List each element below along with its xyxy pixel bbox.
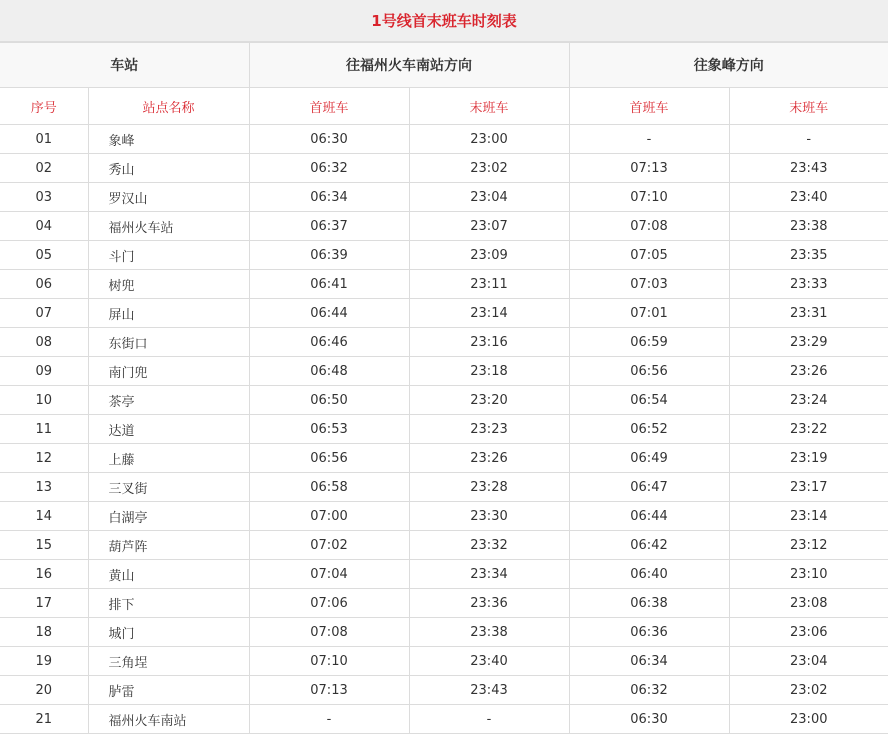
dir2-first-train: 06:49 [569,444,729,473]
table-row [0,531,888,560]
station-number: 14 [0,502,88,531]
dir1-first-train: 07:06 [249,589,409,618]
dir2-first-train: 07:03 [569,270,729,299]
dir2-first-train: 06:30 [569,705,729,734]
dir1-last-train: 23:07 [409,212,569,241]
station-number: 09 [0,357,88,386]
dir2-last-train: 23:06 [729,618,888,647]
table-row [0,386,888,415]
station-name: 秀山 [88,154,249,183]
table-row [0,589,888,618]
column-header-station-name: 站点名称 [88,88,249,125]
dir2-first-train: 06:56 [569,357,729,386]
dir1-last-train: 23:34 [409,560,569,589]
dir1-last-train: 23:18 [409,357,569,386]
dir1-last-train: - [409,705,569,734]
dir2-last-train: 23:22 [729,415,888,444]
dir1-last-train: 23:04 [409,183,569,212]
dir2-last-train: 23:24 [729,386,888,415]
station-name: 象峰 [88,125,249,154]
column-header-dir2-last: 末班车 [729,88,888,125]
column-header-dir1-first: 首班车 [249,88,409,125]
station-name: 城门 [88,618,249,647]
dir2-last-train: 23:02 [729,676,888,705]
dir1-first-train: 07:10 [249,647,409,676]
station-name: 茶亭 [88,386,249,415]
station-number: 07 [0,299,88,328]
dir2-last-train: 23:00 [729,705,888,734]
direction-xiangfeng-header: 往象峰方向 [569,43,888,88]
station-number: 13 [0,473,88,502]
station-name: 黄山 [88,560,249,589]
dir2-last-train: 23:19 [729,444,888,473]
dir2-first-train: 06:32 [569,676,729,705]
dir1-first-train: 06:48 [249,357,409,386]
table-row [0,502,888,531]
dir1-first-train: 06:30 [249,125,409,154]
table-row [0,241,888,270]
station-name: 东街口 [88,328,249,357]
station-number: 08 [0,328,88,357]
table-row [0,444,888,473]
dir1-last-train: 23:14 [409,299,569,328]
direction-fuzhou-south-header: 往福州火车南站方向 [249,43,569,88]
dir2-first-train: 07:13 [569,154,729,183]
station-name: 斗门 [88,241,249,270]
table-row [0,473,888,502]
dir2-last-train: 23:40 [729,183,888,212]
station-name: 白湖亭 [88,502,249,531]
station-name: 上藤 [88,444,249,473]
dir1-first-train: 07:04 [249,560,409,589]
dir1-last-train: 23:36 [409,589,569,618]
table-row [0,415,888,444]
station-name: 三叉街 [88,473,249,502]
dir1-last-train: 23:43 [409,676,569,705]
dir2-first-train: 06:52 [569,415,729,444]
table-row [0,618,888,647]
station-name: 南门兜 [88,357,249,386]
table-row [0,328,888,357]
dir2-first-train: 06:40 [569,560,729,589]
dir1-first-train: - [249,705,409,734]
station-number: 15 [0,531,88,560]
dir2-last-train: 23:10 [729,560,888,589]
dir1-first-train: 06:41 [249,270,409,299]
table-row [0,676,888,705]
column-header-dir2-first: 首班车 [569,88,729,125]
dir1-first-train: 07:08 [249,618,409,647]
table-row [0,183,888,212]
dir1-last-train: 23:28 [409,473,569,502]
dir2-last-train: 23:35 [729,241,888,270]
table-row [0,357,888,386]
dir1-last-train: 23:00 [409,125,569,154]
dir2-last-train: 23:43 [729,154,888,183]
dir2-first-train: 06:34 [569,647,729,676]
table-row [0,270,888,299]
station-name: 达道 [88,415,249,444]
station-name: 葫芦阵 [88,531,249,560]
dir1-first-train: 06:56 [249,444,409,473]
dir1-last-train: 23:20 [409,386,569,415]
dir1-first-train: 06:34 [249,183,409,212]
station-number: 04 [0,212,88,241]
dir2-first-train: - [569,125,729,154]
dir1-last-train: 23:23 [409,415,569,444]
column-header-number: 序号 [0,88,88,125]
station-number: 18 [0,618,88,647]
station-number: 12 [0,444,88,473]
dir1-last-train: 23:16 [409,328,569,357]
dir2-last-train: 23:38 [729,212,888,241]
table-row [0,560,888,589]
page-title: 1号线首末班车时刻表 [0,0,888,42]
dir1-first-train: 07:13 [249,676,409,705]
station-number: 02 [0,154,88,183]
dir1-last-train: 23:11 [409,270,569,299]
dir2-first-train: 06:54 [569,386,729,415]
station-number: 19 [0,647,88,676]
dir2-first-train: 07:05 [569,241,729,270]
dir1-first-train: 07:02 [249,531,409,560]
dir2-last-train: 23:14 [729,502,888,531]
dir2-first-train: 07:10 [569,183,729,212]
dir2-last-train: 23:12 [729,531,888,560]
station-number: 20 [0,676,88,705]
dir1-last-train: 23:02 [409,154,569,183]
station-name: 福州火车南站 [88,705,249,734]
station-number: 21 [0,705,88,734]
station-number: 06 [0,270,88,299]
station-number: 03 [0,183,88,212]
station-name: 罗汉山 [88,183,249,212]
dir2-last-train: 23:31 [729,299,888,328]
dir1-last-train: 23:09 [409,241,569,270]
table-row [0,212,888,241]
dir1-first-train: 07:00 [249,502,409,531]
dir1-last-train: 23:30 [409,502,569,531]
station-name: 胪雷 [88,676,249,705]
column-header-dir1-last: 末班车 [409,88,569,125]
station-name: 三角埕 [88,647,249,676]
dir1-last-train: 23:26 [409,444,569,473]
dir1-first-train: 06:39 [249,241,409,270]
station-name: 排下 [88,589,249,618]
sub-header-row [0,88,888,125]
dir2-last-train: - [729,125,888,154]
dir1-first-train: 06:46 [249,328,409,357]
dir1-last-train: 23:38 [409,618,569,647]
dir1-first-train: 06:58 [249,473,409,502]
dir1-first-train: 06:53 [249,415,409,444]
table-row [0,705,888,734]
dir2-last-train: 23:17 [729,473,888,502]
timetable [0,42,888,734]
dir2-last-train: 23:33 [729,270,888,299]
station-name: 树兜 [88,270,249,299]
table-row [0,299,888,328]
station-number: 17 [0,589,88,618]
station-name: 福州火车站 [88,212,249,241]
dir2-first-train: 06:42 [569,531,729,560]
table-row [0,125,888,154]
dir1-first-train: 06:50 [249,386,409,415]
group-header-row [0,43,888,88]
dir1-first-train: 06:32 [249,154,409,183]
dir2-first-train: 06:59 [569,328,729,357]
dir2-first-train: 06:44 [569,502,729,531]
station-number: 16 [0,560,88,589]
dir1-first-train: 06:37 [249,212,409,241]
dir2-last-train: 23:08 [729,589,888,618]
dir1-last-train: 23:40 [409,647,569,676]
dir1-last-train: 23:32 [409,531,569,560]
station-number: 01 [0,125,88,154]
dir2-first-train: 06:36 [569,618,729,647]
dir2-first-train: 06:38 [569,589,729,618]
dir1-first-train: 06:44 [249,299,409,328]
station-number: 11 [0,415,88,444]
dir2-first-train: 07:08 [569,212,729,241]
dir2-last-train: 23:29 [729,328,888,357]
dir2-first-train: 07:01 [569,299,729,328]
station-group-header: 车站 [0,43,249,88]
dir2-last-train: 23:04 [729,647,888,676]
station-number: 05 [0,241,88,270]
dir2-first-train: 06:47 [569,473,729,502]
dir2-last-train: 23:26 [729,357,888,386]
table-row [0,647,888,676]
station-number: 10 [0,386,88,415]
station-name: 屏山 [88,299,249,328]
table-row [0,154,888,183]
